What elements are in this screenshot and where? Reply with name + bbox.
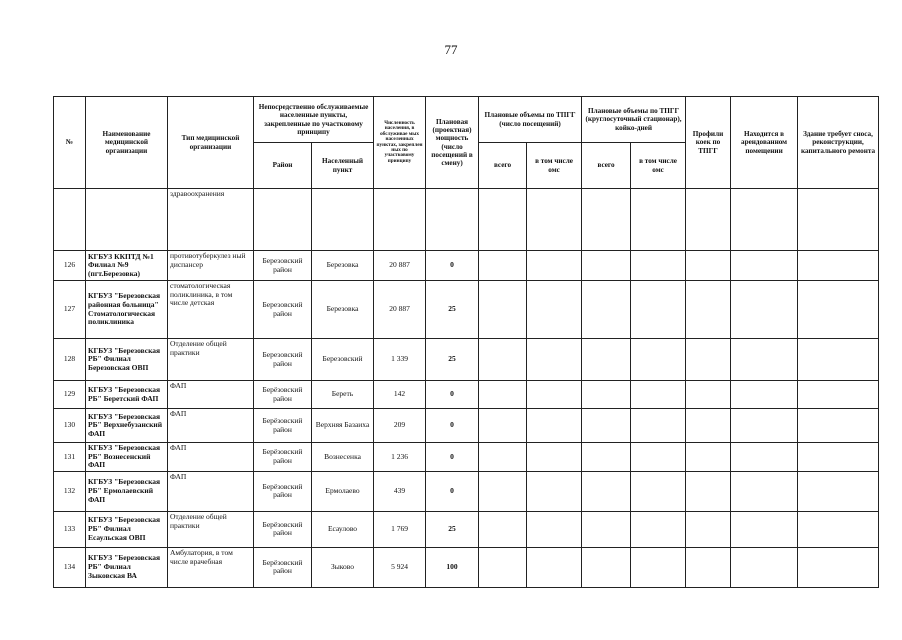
cell-empty [582, 443, 631, 472]
cell-empty [631, 381, 686, 409]
cell-population: 20 887 [374, 281, 426, 339]
header-locality: Населенный пункт [312, 143, 374, 189]
table-row [54, 381, 879, 409]
cell-empty [686, 339, 731, 381]
cell-capacity: 25 [426, 281, 479, 339]
continuation-text: здравоохранения [168, 189, 254, 251]
cell-district: Берёзовский район [254, 511, 312, 547]
cell-type: ФАП [168, 381, 254, 409]
cell-empty [582, 471, 631, 511]
cell-district: Берёзовский район [254, 547, 312, 587]
cell-empty [686, 547, 731, 587]
page-number: 77 [444, 42, 458, 57]
header-capacity: Плановая (проектная) мощность (число посещений в смену) [426, 97, 479, 189]
cell-empty [582, 409, 631, 443]
header-district: Район [254, 143, 312, 189]
cell-capacity: 0 [426, 471, 479, 511]
cell-num: 132 [54, 471, 86, 511]
cell-locality: Березовка [312, 281, 374, 339]
cell-capacity: 0 [426, 443, 479, 472]
registry-table [53, 96, 879, 588]
cell-num: 127 [54, 281, 86, 339]
cell-name: КГБУЗ "Березовская РБ" Вознесенский ФАП [86, 443, 168, 472]
cell-num: 133 [54, 511, 86, 547]
cell-population: 20 887 [374, 251, 426, 281]
cell-num: 134 [54, 547, 86, 587]
cell-empty [731, 251, 798, 281]
cell-name: КГБУЗ "Березовская РБ" Филиал Есаульская ОВП [86, 511, 168, 547]
cell-empty [731, 381, 798, 409]
cell-name: КГБУЗ "Березовская РБ" Беретский ФАП [86, 381, 168, 409]
cell-type: Отделение общей практики [168, 339, 254, 381]
header-name: Наименование медицинской организации [86, 97, 168, 189]
cell-empty [631, 281, 686, 339]
cell-empty [582, 511, 631, 547]
cell-capacity: 25 [426, 339, 479, 381]
header-beds-oms: в том числе омс [631, 143, 686, 189]
cell-type: Отделение общей практики [168, 511, 254, 547]
cell-num: 128 [54, 339, 86, 381]
cell-empty [479, 409, 527, 443]
cell-capacity: 0 [426, 251, 479, 281]
header-tpgg-visits: Плановые объемы по ТПГГ (число посещений) [479, 97, 582, 143]
cell-name: КГБУЗ ККПТД №1 Филиал №9 (пгт.Березовка) [86, 251, 168, 281]
cell-empty [479, 251, 527, 281]
cell-district: Берёзовский район [254, 443, 312, 472]
header-num: № [54, 97, 86, 189]
cell-empty [686, 251, 731, 281]
cell-population: 1 769 [374, 511, 426, 547]
cell-type: стоматологическая поликлиника, в том числе детская [168, 281, 254, 339]
cell-empty [798, 281, 879, 339]
cell-capacity: 0 [426, 409, 479, 443]
cell-population: 209 [374, 409, 426, 443]
cell-empty [527, 281, 582, 339]
cell-empty [582, 281, 631, 339]
table-row [54, 251, 879, 281]
table-header [54, 97, 879, 189]
header-visits-oms: в том числе омс [527, 143, 582, 189]
cell-empty [479, 471, 527, 511]
cell-empty [527, 511, 582, 547]
cell-empty [479, 381, 527, 409]
cell-locality: Зыково [312, 547, 374, 587]
cell-district: Березовский район [254, 281, 312, 339]
cell-locality: Есаулово [312, 511, 374, 547]
table-row [54, 443, 879, 472]
cell-empty [479, 547, 527, 587]
cell-empty [731, 511, 798, 547]
header-served: Непосредственно обслуживаемые населенные пункты, закрепленные по участковому принципу [254, 97, 374, 143]
cell-empty [479, 339, 527, 381]
cell-empty [798, 471, 879, 511]
cell-locality: Верхняя Базаиха [312, 409, 374, 443]
table-row [54, 547, 879, 587]
cell-name: КГБУЗ "Березовская районная больница" Стоматологическая поликлиника [86, 281, 168, 339]
cell-type: Амбулатория, в том числе врачебная [168, 547, 254, 587]
cell-empty [798, 547, 879, 587]
cell-name: КГБУЗ "Березовская РБ" Ермолаевский ФАП [86, 471, 168, 511]
table-row [54, 281, 879, 339]
cell-empty [631, 409, 686, 443]
cell-name: КГБУЗ "Березовская РБ" Филиал Зыковская ВА [86, 547, 168, 587]
cell-locality: Вознесенка [312, 443, 374, 472]
cell-num: 126 [54, 251, 86, 281]
cell-empty [798, 443, 879, 472]
cell-empty [527, 547, 582, 587]
cell-empty [731, 409, 798, 443]
table-row [54, 409, 879, 443]
cell-empty [631, 511, 686, 547]
cell-empty [798, 339, 879, 381]
cell-capacity: 100 [426, 547, 479, 587]
cell-empty [798, 251, 879, 281]
cell-empty [631, 443, 686, 472]
cell-empty [631, 547, 686, 587]
cell-district: Березовский район [254, 251, 312, 281]
cell-empty [479, 511, 527, 547]
table-row-continuation [54, 189, 879, 251]
cell-empty [631, 339, 686, 381]
cell-capacity: 0 [426, 381, 479, 409]
cell-empty [631, 251, 686, 281]
cell-empty [527, 409, 582, 443]
cell-empty [686, 381, 731, 409]
cell-type: ФАП [168, 471, 254, 511]
cell-district: Березовский район [254, 339, 312, 381]
cell-empty [631, 471, 686, 511]
cell-district: Берёзовский район [254, 471, 312, 511]
cell-population: 439 [374, 471, 426, 511]
cell-empty [731, 339, 798, 381]
cell-empty [582, 339, 631, 381]
cell-empty [527, 339, 582, 381]
cell-empty [731, 443, 798, 472]
header-profiles: Профили коек по ТПГГ [686, 97, 731, 189]
cell-empty [686, 409, 731, 443]
header-beds-total: всего [582, 143, 631, 189]
header-population: Численность населения, в обслуживае мых населенных пунктах, закреплен ных по участковому принципу [374, 97, 426, 189]
header-rented: Находится в арендованном помещении [731, 97, 798, 189]
cell-empty [686, 281, 731, 339]
cell-type: ФАП [168, 409, 254, 443]
cell-empty [798, 511, 879, 547]
cell-empty [731, 471, 798, 511]
table-row [54, 339, 879, 381]
cell-empty [527, 471, 582, 511]
cell-locality: Березовка [312, 251, 374, 281]
cell-population: 5 924 [374, 547, 426, 587]
cell-locality: Ермолаево [312, 471, 374, 511]
cell-locality: Березовский [312, 339, 374, 381]
cell-name: КГБУЗ "Березовская РБ" Филиал Березовская ОВП [86, 339, 168, 381]
cell-district: Берёзовский район [254, 409, 312, 443]
header-type: Тип медицинской организации [168, 97, 254, 189]
cell-name: КГБУЗ "Березовская РБ" Верхнебузанский ФАП [86, 409, 168, 443]
table-body [54, 189, 879, 588]
cell-empty [582, 381, 631, 409]
cell-type: ФАП [168, 443, 254, 472]
header-tpgg-beds: Плановые объемы по ТПГГ (круглосуточный стационар), койко-дней [582, 97, 686, 143]
cell-empty [686, 443, 731, 472]
cell-district: Берёзовский район [254, 381, 312, 409]
cell-population: 1 339 [374, 339, 426, 381]
cell-num: 129 [54, 381, 86, 409]
cell-population: 142 [374, 381, 426, 409]
cell-empty [731, 281, 798, 339]
cell-empty [686, 471, 731, 511]
cell-empty [479, 281, 527, 339]
header-repair: Здание требует сноса, реконструкции, капитального ремонта [798, 97, 879, 189]
cell-empty [527, 251, 582, 281]
cell-empty [798, 381, 879, 409]
cell-num: 130 [54, 409, 86, 443]
cell-empty [479, 443, 527, 472]
cell-empty [582, 251, 631, 281]
header-visits-total: всего [479, 143, 527, 189]
cell-empty [798, 409, 879, 443]
cell-locality: Береть [312, 381, 374, 409]
cell-empty [686, 511, 731, 547]
cell-empty [527, 443, 582, 472]
cell-empty [582, 547, 631, 587]
table-row [54, 511, 879, 547]
cell-population: 1 236 [374, 443, 426, 472]
cell-type: противотуберкулез ный диспансер [168, 251, 254, 281]
cell-num: 131 [54, 443, 86, 472]
cell-empty [527, 381, 582, 409]
table-row [54, 471, 879, 511]
cell-empty [731, 547, 798, 587]
cell-capacity: 25 [426, 511, 479, 547]
